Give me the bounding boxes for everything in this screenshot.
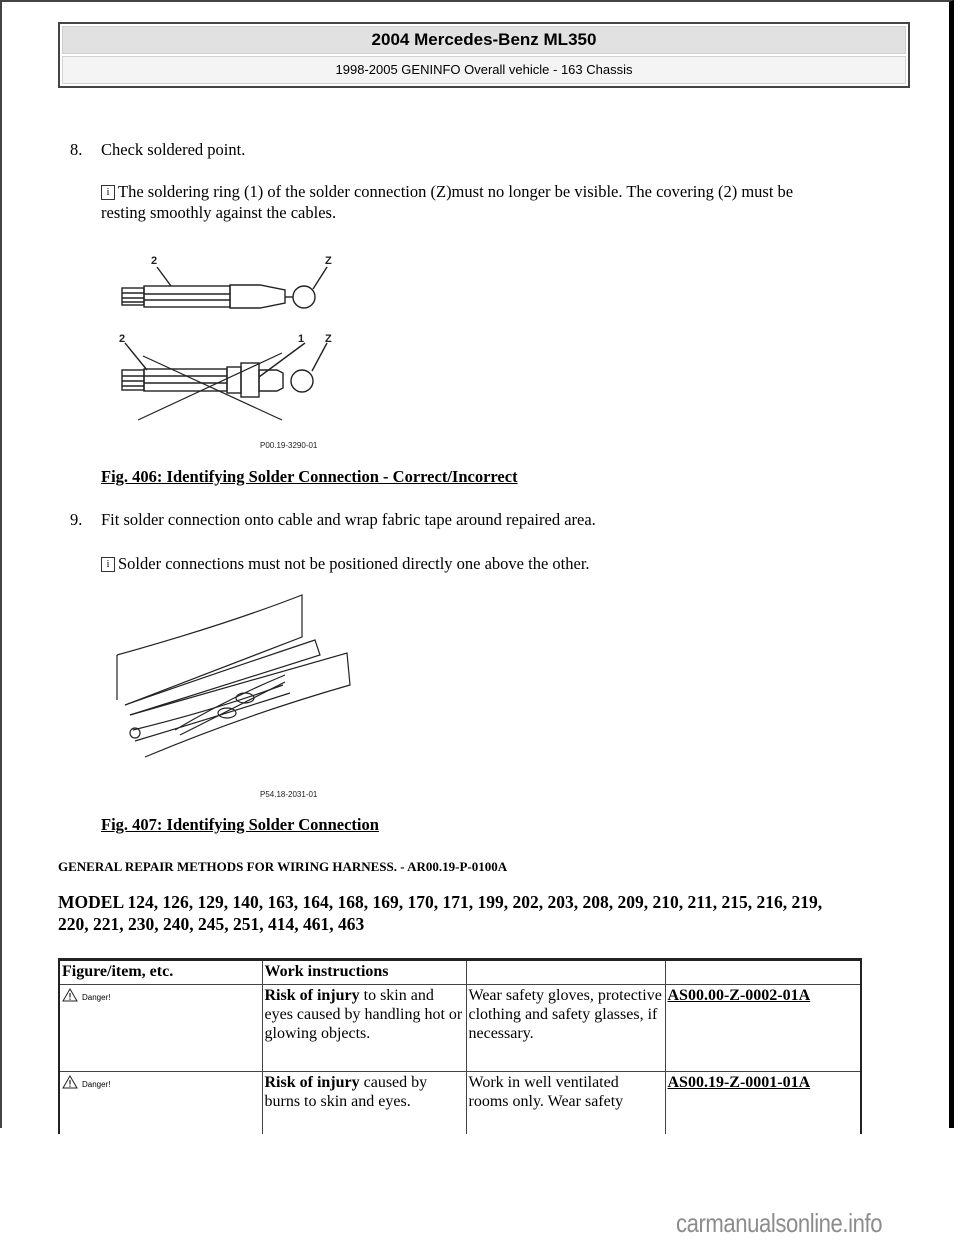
label-2: 2 <box>151 255 158 267</box>
note-text: The soldering ring (1) of the solder connection (Z)must no longer be visible. The covering (2) must be <box>118 182 794 201</box>
figure-cell <box>59 1072 262 1135</box>
cross-out-line <box>143 356 282 420</box>
step-number: 9. <box>70 510 83 529</box>
reference-link[interactable]: AS00.19-Z-0001-01A <box>667 1074 811 1091</box>
figure-code: P54.18-2031-01 <box>260 790 318 799</box>
watermark: carmanualsonline.info <box>676 1208 883 1238</box>
warning-triangle-icon <box>62 988 78 1002</box>
column-header: Work instructions <box>262 960 466 985</box>
manual-subtitle: 1998-2005 GENINFO Overall vehicle - 163 Chassis <box>62 56 906 84</box>
label-z: Z <box>325 255 332 267</box>
risk-bold: Risk of injury <box>264 1074 360 1091</box>
reference-cell <box>665 985 861 1072</box>
risk-cell <box>262 985 466 1072</box>
section-title: GENERAL REPAIR METHODS FOR WIRING HARNESS. - AR00.19-P-0100A <box>58 859 508 874</box>
note-text-cont: resting smoothly against the cables. <box>101 203 337 222</box>
risk-text: to skin and eyes caused by handling hot or glowing objects. <box>264 987 463 1042</box>
instruction-cell: Wear safety gloves, protective clothing and safety glasses, if necessary. <box>466 985 665 1072</box>
info-icon: i <box>101 185 115 200</box>
info-icon: i <box>101 557 115 572</box>
column-header <box>665 960 861 985</box>
note-text: Solder connections must not be positioned directly one above the other. <box>118 554 590 573</box>
risk-cell <box>262 1072 466 1135</box>
note-line <box>101 554 590 574</box>
model-list-line: 220, 221, 230, 240, 245, 251, 414, 461, 463 <box>58 914 365 934</box>
danger-label: Danger! <box>82 1080 111 1089</box>
figure-406-solder-diagram <box>105 250 375 455</box>
covering-sleeve <box>144 286 230 307</box>
solder-connector <box>230 285 285 308</box>
vehicle-title: 2004 Mercedes-Benz ML350 <box>62 26 906 54</box>
step-text: Fit solder connection onto cable and wrap fabric tape around repaired area. <box>101 510 596 529</box>
column-header <box>466 960 665 985</box>
risk-bold: Risk of injury <box>264 987 360 1004</box>
figure-407-harness-diagram <box>105 585 375 810</box>
step-text: Check soldered point. <box>101 140 246 159</box>
document-header <box>58 22 910 88</box>
solder-point-z <box>293 286 315 308</box>
risk-text: caused by burns to skin and eyes. <box>264 1074 428 1110</box>
model-list-line: MODEL 124, 126, 129, 140, 163, 164, 168, 169, 170, 171, 199, 202, 203, 208, 209, 210, 211, 215, 216, 219, <box>58 892 823 912</box>
figure-caption[interactable]: Fig. 406: Identifying Solder Connection - Correct/Incorrect <box>101 467 518 486</box>
column-header: Figure/item, etc. <box>59 960 262 985</box>
table-row <box>59 985 861 1072</box>
step-number: 8. <box>70 140 83 159</box>
reference-cell <box>665 1072 861 1135</box>
model-list <box>58 891 822 935</box>
table-header-row <box>59 960 861 985</box>
note-line <box>101 182 793 202</box>
label-1: 1 <box>298 333 305 345</box>
reference-link[interactable]: AS00.00-Z-0002-01A <box>667 987 811 1004</box>
table-row <box>59 1072 861 1135</box>
work-instructions-table <box>58 958 862 1134</box>
danger-label: Danger! <box>82 993 111 1002</box>
figure-caption[interactable]: Fig. 407: Identifying Solder Connection <box>101 815 379 834</box>
warning-triangle-icon <box>62 1075 78 1089</box>
label-2: 2 <box>119 333 126 345</box>
figure-code: P00.19-3290-01 <box>260 441 318 450</box>
label-z: Z <box>325 333 332 345</box>
instruction-cell: Work in well ventilated rooms only. Wear safety <box>466 1072 665 1135</box>
figure-cell <box>59 985 262 1072</box>
